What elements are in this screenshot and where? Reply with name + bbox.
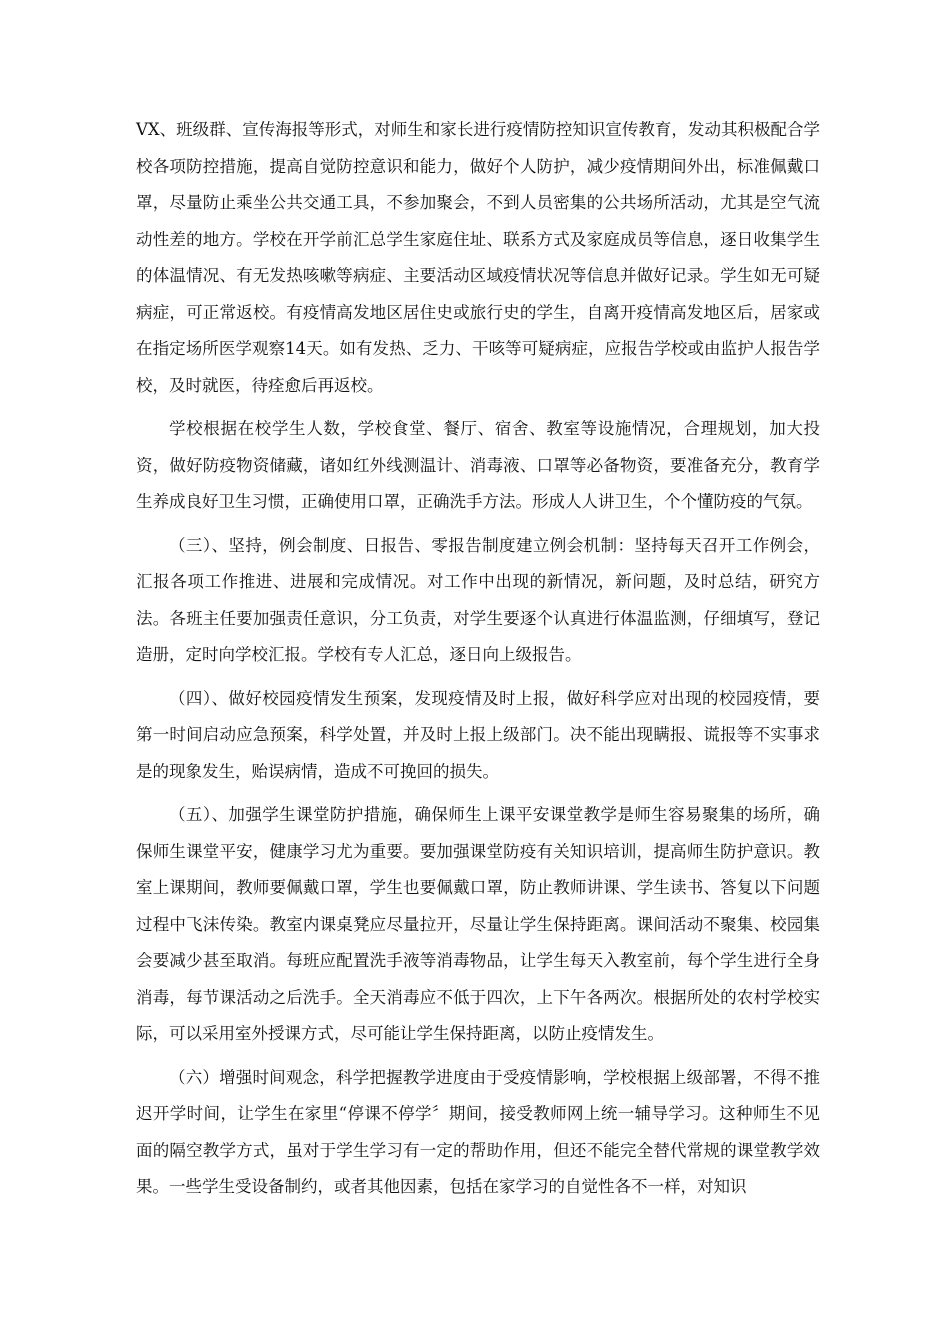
paragraph-6: （六）增强时间观念，科学把握教学进度由于受疫情影响，学校根据上级部署，不得不推迟开学时间，让学生在家里“停课不停学〞期间，接受教师网上统一辅导学习。这种师生不见面的隔空教学方式，虽对于学生学习有一定的帮助作用，但还不能完全替代常规的课堂教学效果。一些学生受设备制约，或者其他因素，包括在家学习的自觉性各不一样，对知识 [136, 1067, 820, 1196]
paragraph-2: 学校根据在校学生人数，学校食堂、餐厅、宿舍、教室等设施情况，合理规划，加大投资，做好防疫物资储藏，诸如红外线测温计、消毒液、口罩等必备物资，要准备充分，教育学生养成良好卫生习惯，正确使用口罩，正确洗手方法。形成人人讲卫生，个个懂防疫的气氛。 [136, 419, 820, 511]
paragraph-1: VX、班级群、宣传海报等形式，对师生和家长进行疫情防控知识宣传教育，发动其积极配合学校各项防控措施，提高自觉防控意识和能力，做好个人防护，减少疫情期间外出，标准佩戴口罩，尽量防止乘坐公共交通工具，不参加聚会，不到人员密集的公共场所活动，尤其是空气流动性差的地方。学校在开学前汇总学生家庭住址、联系方式及家庭成员等信息，逐日收集学生的体温情况、有无发热咳嗽等病症、主要活动区域疫情状况等信息并做好记录。学生如无可疑病症，可正常返校。有疫情高发地区居住史或旅行史的学生，自离开疫情高发地区后，居家或在指定场所医学观察14天。如有发热、乏力、干咳等可疑病症，应报告学校或由监护人报告学校，及时就医，待痊愈后再返校。 [136, 120, 820, 395]
document-body [136, 112, 820, 1206]
paragraph-3: （三）、坚持，例会制度、日报告、零报告制度建立例会机制：坚持每天召开工作例会，汇报各项工作推进、进展和完成情况。对工作中出现的新情况，新问题，及时总结，研究方法。各班主任要加强责任意识，分工负责，对学生要逐个认真进行体温监测，仔细填写，登记造册，定时向学校汇报。学校有专人汇总，逐日向上级报告。 [136, 535, 820, 664]
paragraph-4: （四）、做好校园疫情发生预案，发现疫情及时上报，做好科学应对出现的校园疫情，要第一时间启动应急预案，科学处置，并及时上报上级部门。决不能出现瞒报、谎报等不实事求是的现象发生，贻误病情，造成不可挽回的损失。 [136, 688, 820, 781]
paragraph-5: （五）、加强学生课堂防护措施，确保师生上课平安课堂教学是师生容易聚集的场所，确保师生课堂平安，健康学习尤为重要。要加强课堂防疫有关知识培训，提高师生防护意识。教室上课期间，教师要佩戴口罩，学生也要佩戴口罩，防止教师讲课、学生读书、答复以下问题过程中飞沫传染。教室内课桌凳应尽量拉开，尽量让学生保持距离。课间活动不聚集、校园集会要减少甚至取消。每班应配置洗手液等消毒物品，让学生每天入教室前，每个学生进行全身消毒，每节课活动之后洗手。全天消毒应不低于四次，上下午各两次。根据所处的农村学校实际，可以采用室外授课方式，尽可能让学生保持距离，以防止疫情发生。 [136, 805, 820, 1043]
